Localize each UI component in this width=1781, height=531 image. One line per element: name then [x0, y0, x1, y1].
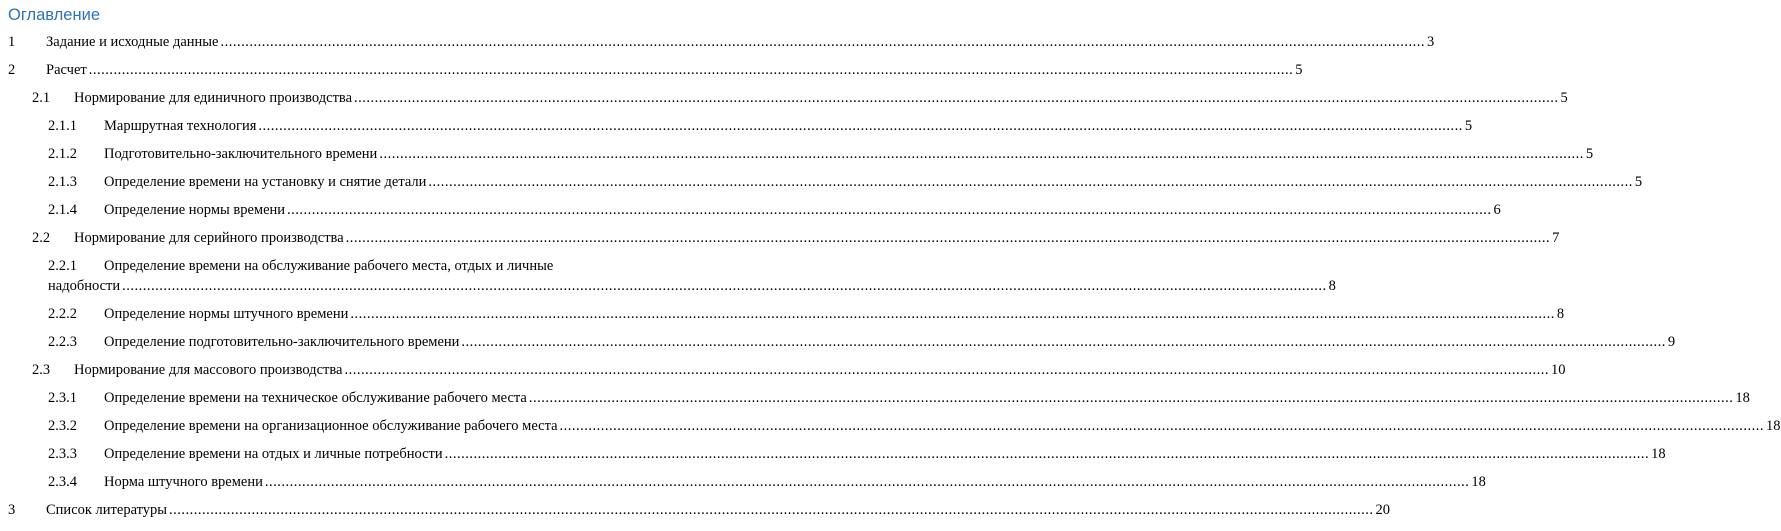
- toc-entry-page: 8: [1556, 306, 1565, 322]
- toc-dot-leader: [428, 172, 1633, 192]
- toc-entry-page: 6: [1493, 202, 1501, 218]
- toc-entry[interactable]: [48, 332, 1676, 352]
- toc-entry-title: Маршрутная технология: [104, 118, 257, 134]
- toc-dot-leader: [169, 500, 1374, 520]
- toc-entry[interactable]: [48, 256, 654, 276]
- toc-entry-title: Определение времени на организационное обслуживание рабочего места: [104, 418, 558, 434]
- toc-dot-leader: [354, 88, 1559, 108]
- toc-dot-leader: [350, 304, 1555, 324]
- toc-entry[interactable]: [48, 144, 1594, 164]
- toc-entry[interactable]: [32, 360, 1566, 380]
- toc-entry-page: 10: [1550, 362, 1566, 378]
- toc-entry-page: 7: [1552, 230, 1560, 246]
- toc-dot-leader: [265, 472, 1470, 492]
- toc-entry[interactable]: [48, 388, 1750, 408]
- toc-entry-title: Определение времени на установку и снятие детали: [104, 174, 427, 190]
- toc-entry-title: Определение нормы штучного времени: [104, 306, 349, 322]
- toc-entry-number: 2: [8, 62, 16, 78]
- toc-entry[interactable]: [32, 88, 1568, 108]
- toc-entry-number: 2.1.2: [48, 146, 77, 162]
- toc-entry-title: Определение времени на обслуживание рабочего места, отдых и личные: [104, 258, 554, 274]
- toc-dot-leader: [346, 228, 1551, 248]
- toc-entry-title-continuation: надобности: [48, 278, 121, 294]
- toc-entry-page: 5: [1295, 62, 1303, 78]
- toc-entry-title: Определение времени на отдых и личные потребности: [104, 446, 443, 462]
- toc-entry[interactable]: [48, 472, 1486, 492]
- toc-entry-number: 2.1.3: [48, 174, 77, 190]
- toc-entry-title: Нормирование для единичного производства: [74, 90, 352, 106]
- toc-entry-page: 18: [1766, 418, 1781, 434]
- toc-dot-leader: [122, 276, 1327, 296]
- toc-dot-leader: [461, 332, 1666, 352]
- toc-entry-number: 1: [8, 34, 16, 50]
- toc-entry-number: 2.3.2: [48, 418, 77, 434]
- toc-entry-page: 5: [1634, 174, 1643, 190]
- toc-dot-leader: [445, 444, 1650, 464]
- toc-dot-leader: [379, 144, 1584, 164]
- toc-entry[interactable]: [48, 416, 1781, 436]
- toc-entry-page: 8: [1328, 278, 1336, 294]
- toc-entry-number: 2.3.1: [48, 390, 77, 406]
- toc-entry[interactable]: [48, 304, 1565, 324]
- toc-entry-title: Задание и исходные данные: [46, 34, 219, 50]
- toc-entry-number: 2.3.3: [48, 446, 77, 462]
- toc-dot-leader: [529, 388, 1734, 408]
- toc-entry-page: 18: [1651, 446, 1666, 462]
- toc-entry-number: 2.1.1: [48, 118, 77, 134]
- toc-entry-title: Нормирование для серийного производства: [74, 230, 344, 246]
- toc-entry-number: 2.1: [32, 90, 51, 106]
- toc-entry-number: 2.2.2: [48, 306, 77, 322]
- toc-entry-page: 20: [1375, 502, 1391, 518]
- toc-dot-leader: [220, 32, 1425, 52]
- toc-entry-title: Подготовительно-заключительного времени: [104, 146, 378, 162]
- toc-dot-leader: [344, 360, 1549, 380]
- toc-entry[interactable]: [32, 228, 1560, 248]
- toc-entry[interactable]: [8, 500, 1391, 520]
- toc-entry-number: 2.2.1: [48, 258, 77, 274]
- toc-entry[interactable]: [48, 444, 1666, 464]
- toc-entry-title: Расчет: [46, 62, 87, 78]
- toc-entry-page: 9: [1667, 334, 1676, 350]
- toc-entry-number: 2.2: [32, 230, 51, 246]
- toc-entry-title: Определение нормы времени: [104, 202, 286, 218]
- toc-dot-leader: [258, 116, 1463, 136]
- toc-entry-title: Список литературы: [46, 502, 168, 518]
- toc-entry-number: 3: [8, 502, 16, 518]
- toc-entry-continuation[interactable]: [48, 276, 1336, 296]
- toc-entry-page: 18: [1471, 474, 1486, 490]
- toc-entry-page: 5: [1560, 90, 1568, 106]
- toc-entry-page: 18: [1735, 390, 1750, 406]
- toc-entry-number: 2.1.4: [48, 202, 77, 218]
- toc-dot-leader: [560, 416, 1765, 436]
- toc-entry-title: Нормирование для массового производства: [74, 362, 343, 378]
- toc-entry-title: Определение времени на техническое обслуживание рабочего места: [104, 390, 527, 406]
- toc-entry[interactable]: [48, 172, 1643, 192]
- toc-entry-number: 2.3.4: [48, 474, 77, 490]
- toc-entry[interactable]: [48, 200, 1501, 220]
- toc-entry-page: 5: [1585, 146, 1594, 162]
- toc-entry[interactable]: [8, 60, 1303, 80]
- toc-entry-page: 3: [1426, 34, 1435, 50]
- toc-entry-page: 5: [1464, 118, 1473, 134]
- toc-dot-leader: [287, 200, 1492, 220]
- toc-entry[interactable]: [48, 116, 1473, 136]
- toc-entry[interactable]: [8, 32, 1435, 52]
- toc-entry-number: 2.3: [32, 362, 51, 378]
- toc-heading: Оглавление: [8, 6, 100, 24]
- toc-entry-title: Определение подготовительно-заключительного времени: [104, 334, 460, 350]
- toc-dot-leader: [89, 60, 1294, 80]
- toc-entry-title: Норма штучного времени: [104, 474, 263, 490]
- toc-entry-number: 2.2.3: [48, 334, 77, 350]
